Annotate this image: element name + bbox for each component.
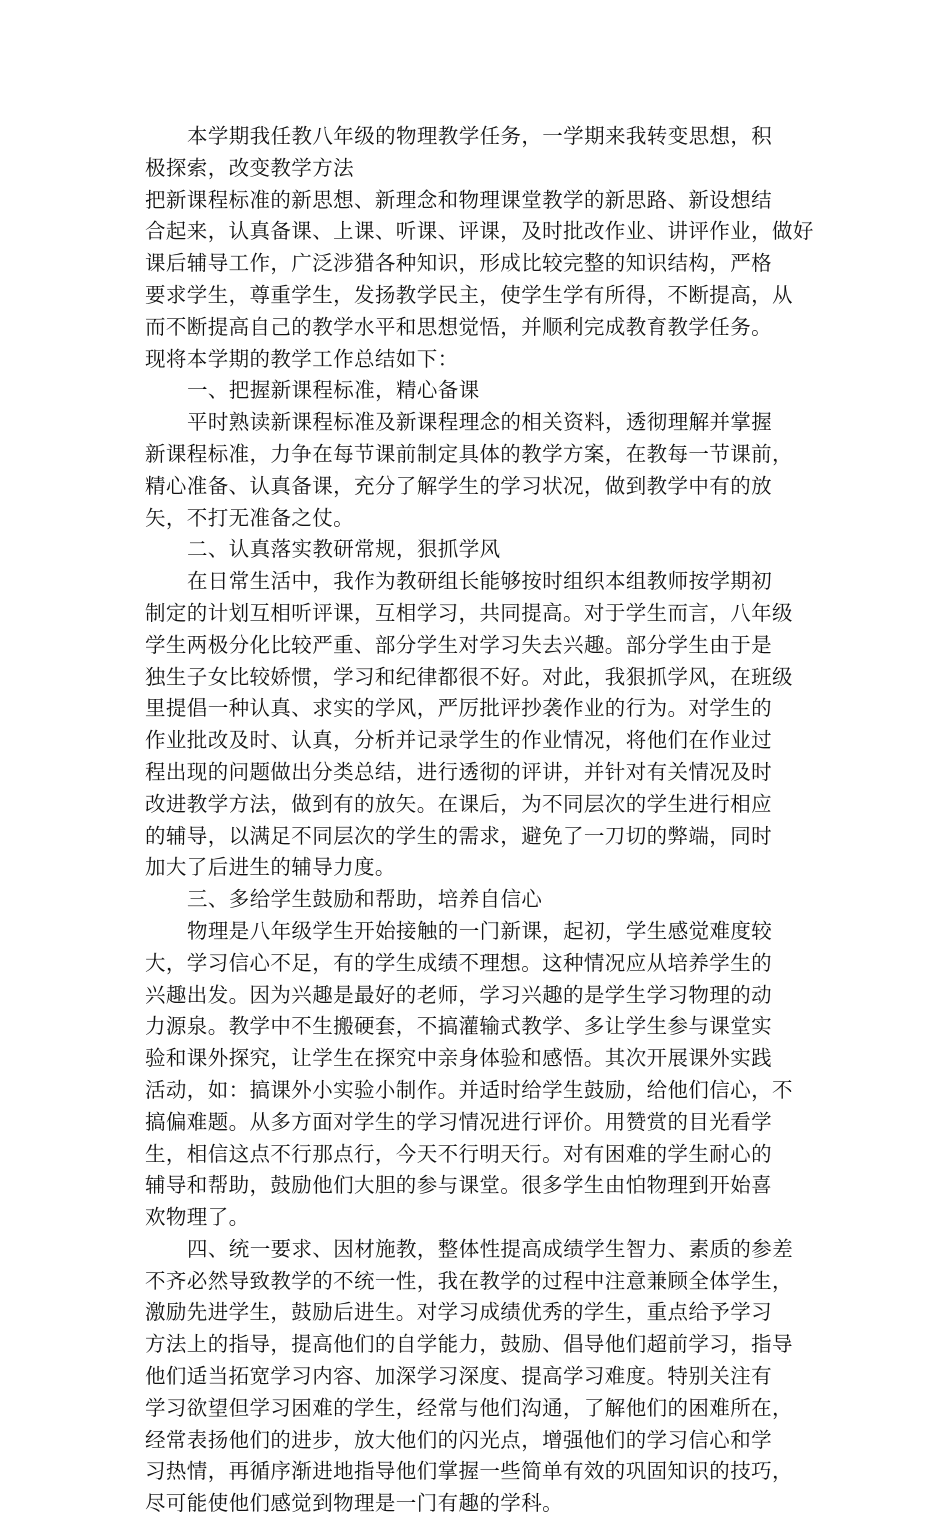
text-line: 验和课外探究，让学生在探究中亲身体验和感悟。其次开展课外实践 <box>145 1046 772 1071</box>
text-line: 要求学生，尊重学生，发扬教学民主，使学生学有所得，不断提高，从 <box>145 282 793 307</box>
text-line: 学习欲望但学习困难的学生，经常与他们沟通，了解他们的困难所在， <box>145 1395 793 1420</box>
text-line: 四、统一要求、因材施教，整体性提高成绩学生智力、素质的参差 <box>187 1236 794 1261</box>
text-line: 兴趣出发。因为兴趣是最好的老师，学习兴趣的是学生学习物理的动 <box>145 982 772 1007</box>
text-line: 矢，不打无准备之仗。 <box>145 505 354 530</box>
text-line: 加大了后进生的辅导力度。 <box>145 855 396 880</box>
text-line: 经常表扬他们的进步，放大他们的闪光点，增强他们的学习信心和学 <box>145 1427 772 1452</box>
text-line: 他们适当拓宽学习内容、加深学习深度、提高学习难度。特别关注有 <box>145 1364 772 1389</box>
text-line: 本学期我任教八年级的物理教学任务，一学期来我转变思想，积 <box>187 124 773 148</box>
text-line: 一、把握新课程标准，精心备课 <box>187 378 480 403</box>
text-line: 改进教学方法，做到有的放矢。在课后，为不同层次的学生进行相应 <box>145 791 772 816</box>
text-line: 独生子女比较娇惯，学习和纪律都很不好。对此，我狠抓学风，在班级 <box>145 664 793 689</box>
text-line: 激励先进学生，鼓励后进生。对学习成绩优秀的学生，重点给予学习 <box>145 1300 772 1325</box>
text-line: 方法上的指导，提高他们的自学能力，鼓励、倡导他们超前学习，指导 <box>145 1332 793 1357</box>
text-line: 物理是八年级学生开始接触的一门新课，起初，学生感觉难度较 <box>187 918 773 943</box>
text-line: 现将本学期的教学工作总结如下： <box>145 346 459 371</box>
text-line: 生，相信这点不行那点行，今天不行明天行。对有困难的学生耐心的 <box>145 1141 772 1166</box>
text-line: 二、认真落实教研常规，狠抓学风 <box>187 537 501 562</box>
text-line: 制定的计划互相听评课，互相学习，共同提高。对于学生而言，八年级 <box>145 600 793 625</box>
text-line: 活动，如：搞课外小实验小制作。并适时给学生鼓励，给他们信心，不 <box>145 1077 793 1102</box>
text-line: 把新课程标准的新思想、新理念和物理课堂教学的新思路、新设想结 <box>145 187 772 212</box>
text-line: 辅导和帮助，鼓励他们大胆的参与课堂。很多学生由怕物理到开始喜 <box>145 1173 772 1198</box>
text-line: 力源泉。教学中不生搬硬套，不搞灌输式教学、多让学生参与课堂实 <box>145 1014 772 1039</box>
text-line: 新课程标准，力争在每节课前制定具体的教学方案，在教每一节课前， <box>145 441 793 466</box>
text-line: 课后辅导工作，广泛涉猎各种知识，形成比较完整的知识结构，严格 <box>145 251 772 276</box>
text-line: 三、多给学生鼓励和帮助，培养自信心 <box>187 887 543 912</box>
text-line: 作业批改及时、认真，分析并记录学生的作业情况，将他们在作业过 <box>145 728 772 753</box>
text-line: 习热情，再循序渐进地指导他们掌握一些简单有效的巩固知识的技巧， <box>145 1459 793 1484</box>
text-line: 精心准备、认真备课，充分了解学生的学习状况，做到教学中有的放 <box>145 473 772 498</box>
text-line: 尽可能使他们感觉到物理是一门有趣的学科。 <box>145 1491 563 1516</box>
text-line: 平时熟读新课程标准及新课程理念的相关资料，透彻理解并掌握 <box>187 410 773 435</box>
text-line: 里提倡一种认真、求实的学风，严厉批评抄袭作业的行为。对学生的 <box>145 696 772 721</box>
text-line: 极探索，改变教学方法 <box>145 155 354 180</box>
text-line: 欢物理了。 <box>145 1205 250 1230</box>
text-line: 在日常生活中，我作为教研组长能够按时组织本组教师按学期初 <box>187 569 773 594</box>
text-line: 搞偏难题。从多方面对学生的学习情况进行评价。用赞赏的目光看学 <box>145 1109 772 1134</box>
document-body <box>145 121 815 1520</box>
text-line: 而不断提高自己的教学水平和思想觉悟，并顺利完成教育教学任务。 <box>145 314 772 339</box>
text-line: 学生两极分化比较严重、部分学生对学习失去兴趣。部分学生由于是 <box>145 632 772 657</box>
text-line: 不齐必然导致教学的不统一性，我在教学的过程中注意兼顾全体学生， <box>145 1268 793 1293</box>
text-line: 程出现的问题做出分类总结，进行透彻的评讲，并针对有关情况及时 <box>145 759 772 784</box>
text-line: 合起来，认真备课、上课、听课、评课，及时批改作业、讲评作业，做好 <box>145 219 814 244</box>
text-line: 大，学习信心不足，有的学生成绩不理想。这种情况应从培养学生的 <box>145 950 772 975</box>
text-line: 的辅导，以满足不同层次的学生的需求，避免了一刀切的弊端，同时 <box>145 823 772 848</box>
